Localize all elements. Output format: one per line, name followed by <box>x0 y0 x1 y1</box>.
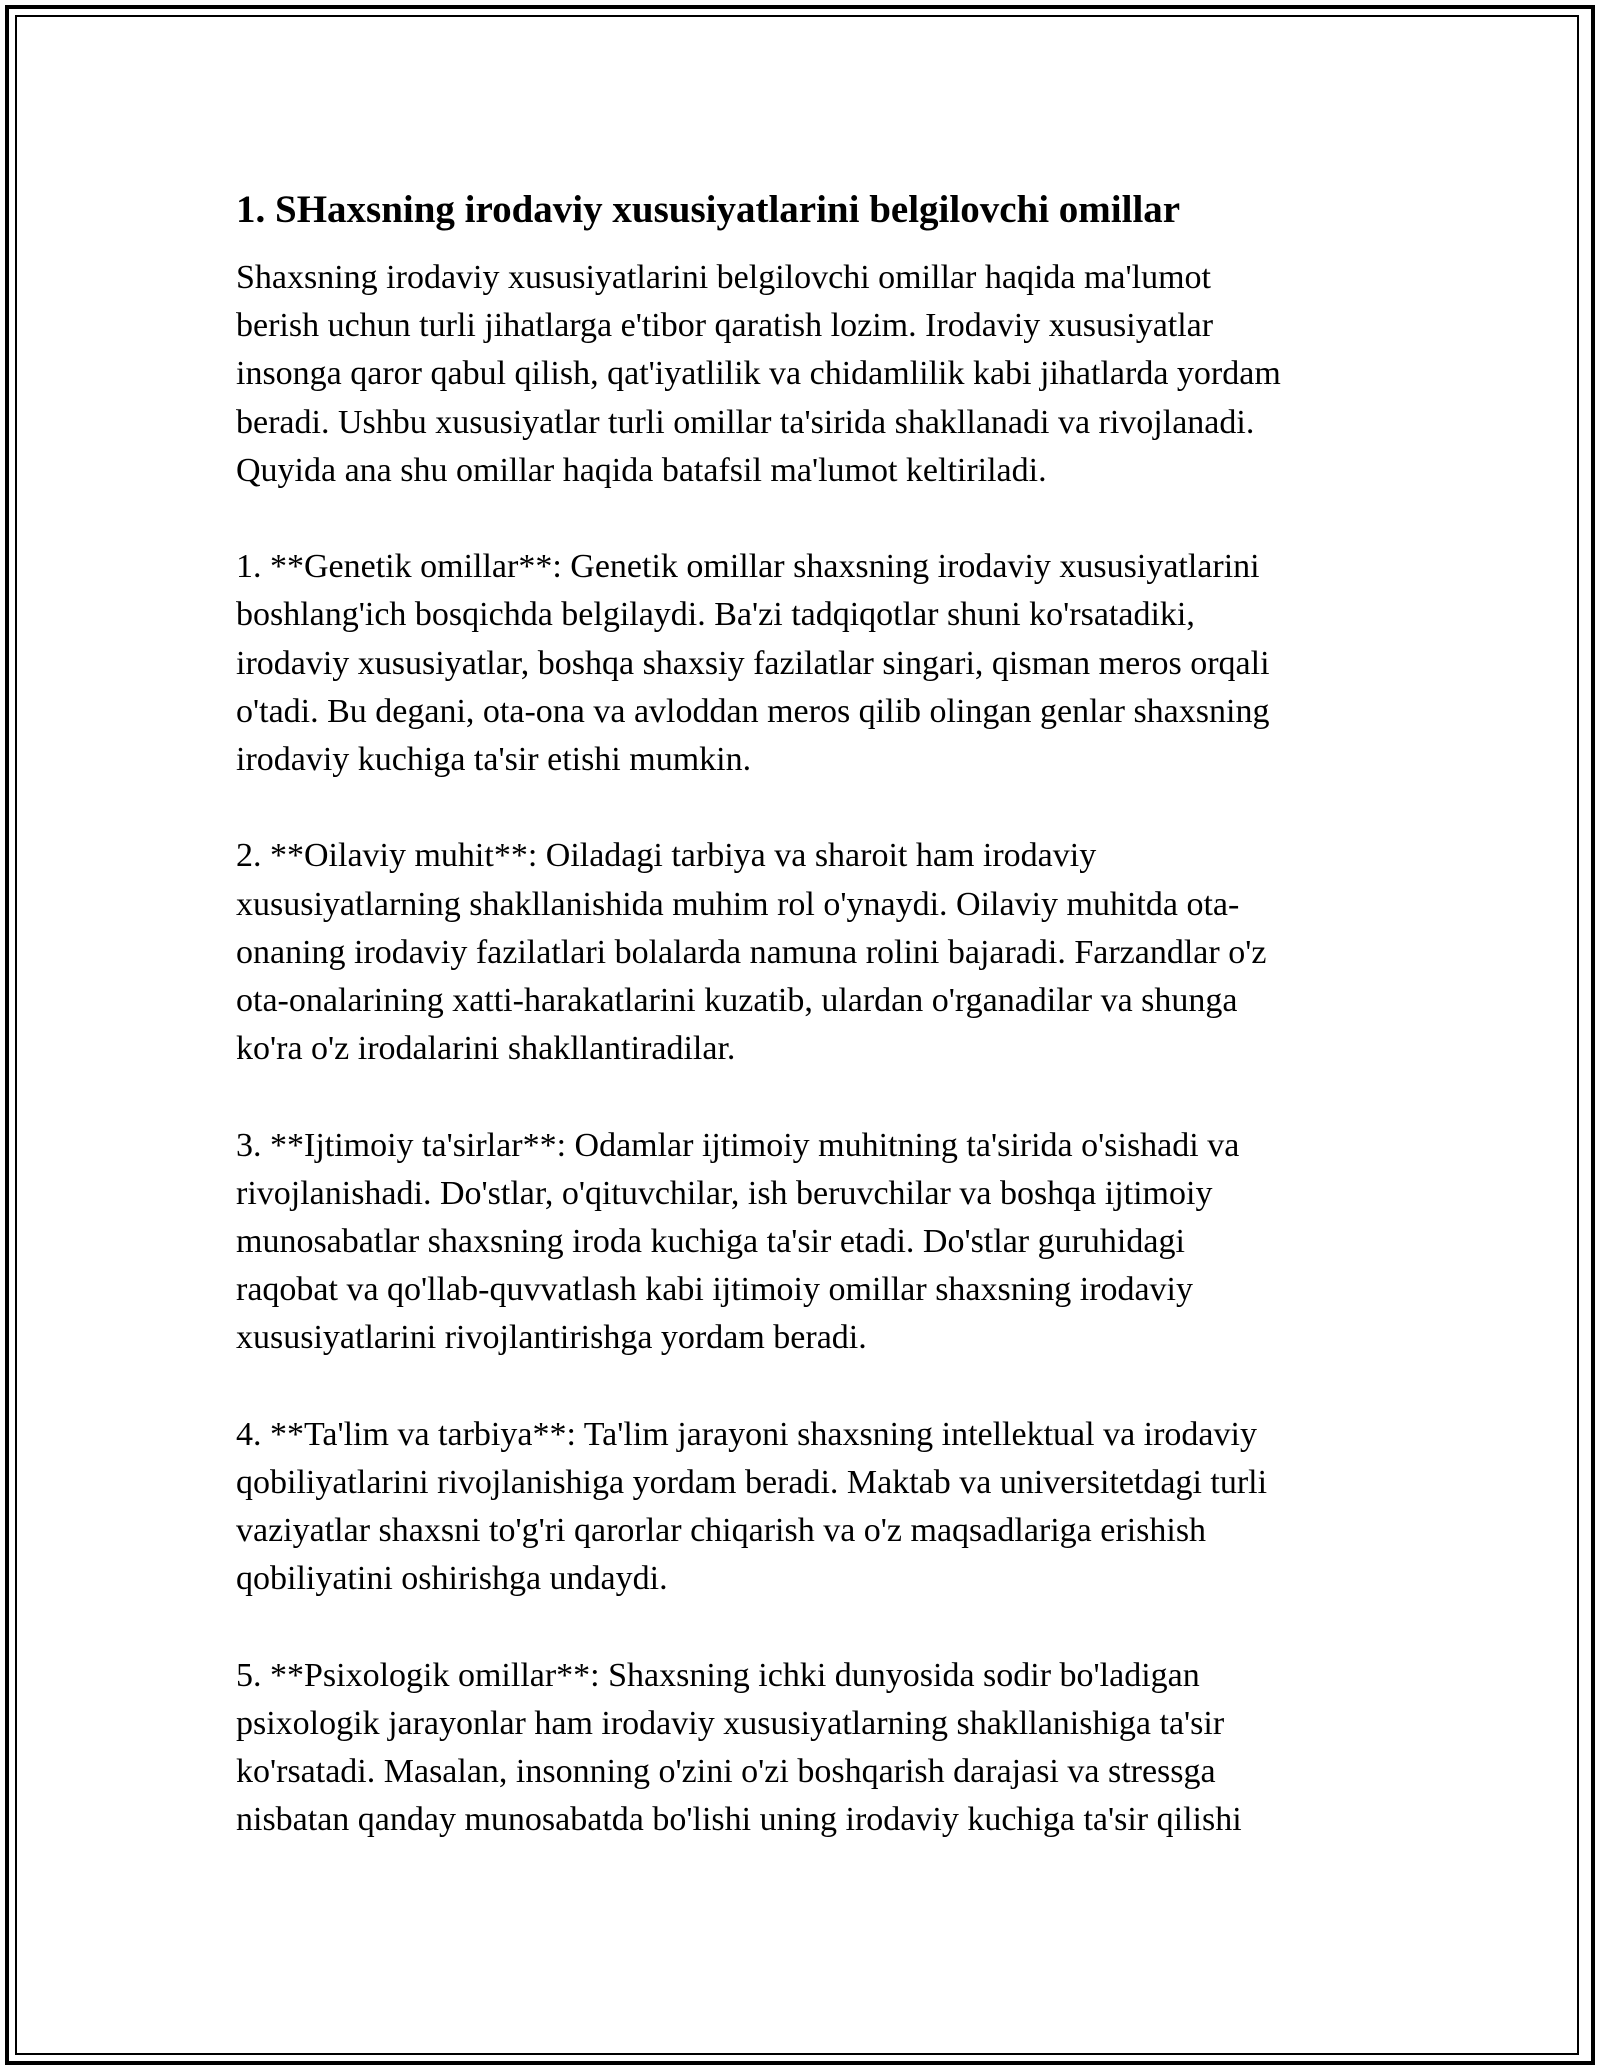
text-line: vaziyatlar shaxsni to'g'ri qarorlar chiqarish va o'z maqsadlariga erishish <box>236 1512 1207 1550</box>
text-line: 3. **Ijtimoiy ta'sirlar**: Odamlar ijtimoiy muhitning ta'sirida o'sishadi va <box>236 1126 1240 1164</box>
text-line: irodaviy xususiyatlar, boshqa shaxsiy fazilatlar singari, qisman meros orqali <box>236 644 1270 682</box>
text-line: Shaxsning irodaviy xususiyatlarini belgilovchi omillar haqida ma'lumot <box>236 259 1211 296</box>
text-line: 2. **Oilaviy muhit**: Oiladagi tarbiya va sharoit ham irodaviy <box>236 837 1097 875</box>
text-line: munosabatlar shaxsning iroda kuchiga ta'sir etadi. Do'stlar guruhidagi <box>236 1223 1185 1261</box>
text-line: Quyida ana shu omillar haqida batafsil ma'lumot keltiriladi. <box>236 451 1047 489</box>
text-line: 4. **Ta'lim va tarbiya**: Ta'lim jarayoni shaxsning intellektual va irodaviy <box>236 1415 1257 1453</box>
paragraph <box>236 832 1396 1073</box>
text-line: irodaviy kuchiga ta'sir etishi mumkin. <box>236 741 752 779</box>
text-line: qobiliyatini oshirishga undaydi. <box>236 1560 668 1598</box>
text-line: rivojlanishadi. Do'stlar, o'qituvchilar, ish beruvchilar va boshqa ijtimoiy <box>236 1174 1213 1212</box>
paragraph <box>236 1411 1396 1604</box>
text-line: xususiyatlarning shakllanishida muhim rol o'ynaydi. Oilaviy muhitda ota- <box>236 885 1240 923</box>
text-line: insonga qaror qabul qilish, qat'iyatlilik va chidamlilik kabi jihatlarda yordam <box>236 355 1281 393</box>
text-line: 1. **Genetik omillar**: Genetik omillar shaxsning irodaviy xususiyatlarini <box>236 548 1260 586</box>
text-line: berish uchun turli jihatlarga e'tibor qaratish lozim. Irodaviy xususiyatlar <box>236 307 1214 345</box>
document-body <box>236 254 1396 1845</box>
paragraph <box>236 543 1396 784</box>
text-line: 5. **Psixologik omillar**: Shaxsning ichki dunyosida sodir bo'ladigan <box>236 1656 1200 1694</box>
text-line: xususiyatlarini rivojlantirishga yordam beradi. <box>236 1319 867 1357</box>
text-line: o'tadi. Bu degani, ota-ona va avloddan meros qilib olingan genlar shaxsning <box>236 692 1270 730</box>
document-page <box>236 186 1396 1893</box>
text-line: ota-onalarining xatti-harakatlarini kuzatib, ulardan o'rganadilar va shunga <box>236 982 1238 1020</box>
paragraph <box>236 1652 1396 1845</box>
text-line: raqobat va qo'llab-quvvatlash kabi ijtimoiy omillar shaxsning irodaviy <box>236 1271 1193 1309</box>
paragraph <box>236 1122 1396 1363</box>
document-title: 1. SHaxsning irodaviy xususiyatlarini belgilovchi omillar <box>236 188 1181 231</box>
text-line: boshlang'ich bosqichda belgilaydi. Ba'zi tadqiqotlar shuni ko'rsatadiki, <box>236 596 1195 634</box>
text-line: beradi. Ushbu xususiyatlar turli omillar ta'sirida shakllanadi va rivojlanadi. <box>236 403 1255 441</box>
text-line: ko'ra o'z irodalarini shakllantiradilar. <box>236 1030 736 1068</box>
text-line: qobiliyatlarini rivojlanishiga yordam beradi. Maktab va universitetdagi turli <box>236 1464 1268 1502</box>
text-line: nisbatan qanday munosabatda bo'lishi uning irodaviy kuchiga ta'sir qilishi <box>236 1801 1242 1839</box>
text-line: psixologik jarayonlar ham irodaviy xususiyatlarning shakllanishiga ta'sir <box>236 1705 1225 1743</box>
text-line: onaning irodaviy fazilatlari bolalarda namuna rolini bajaradi. Farzandlar o'z <box>236 933 1267 971</box>
paragraph <box>236 254 1396 495</box>
text-line: ko'rsatadi. Masalan, insonning o'zini o'zi boshqarish darajasi va stressga <box>236 1753 1216 1791</box>
